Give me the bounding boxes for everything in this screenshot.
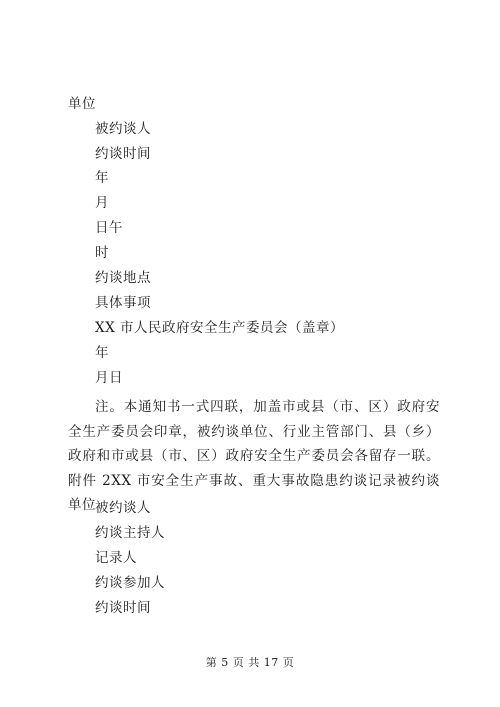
text-line-year: 年 <box>95 170 109 186</box>
text-line-interview-place: 约谈地点 <box>95 270 151 286</box>
text-line-interview-time: 约谈时间 <box>95 146 151 162</box>
text-line-month: 月 <box>95 195 109 211</box>
text-line-month-day: 月日 <box>95 370 123 386</box>
text-line-year-2: 年 <box>95 345 109 361</box>
text-line-interviewee: 被约谈人 <box>95 121 151 137</box>
text-line-specific-matters: 具体事项 <box>95 295 151 311</box>
text-line-recorder: 记录人 <box>95 550 137 566</box>
text-line-host: 约谈主持人 <box>95 525 165 541</box>
note-paragraph: 注。本通知书一式四联，加盖市或县（市、区）政府安全生产委员会印章，被约谈单位、行业主管部门、县（乡）政府和市或县（市、区）政府安全生产委员会各留存一联。附件 2XX 市安全生产事故、重大事故隐患约谈记录被约谈单位 <box>68 399 440 513</box>
text-line-committee-seal: XX 市人民政府安全生产委员会（盖章） <box>95 320 345 336</box>
text-line-hour: 时 <box>95 245 109 261</box>
text-line-day-noon: 日午 <box>95 220 123 236</box>
text-line-interview-time-2: 约谈时间 <box>95 600 151 616</box>
text-line-interviewee-2: 被约谈人 <box>95 500 151 516</box>
text-line-unit: 单位 <box>68 96 96 112</box>
text-line-participants: 约谈参加人 <box>95 575 165 591</box>
page-number-footer: 第 5 页 共 17 页 <box>205 656 295 669</box>
